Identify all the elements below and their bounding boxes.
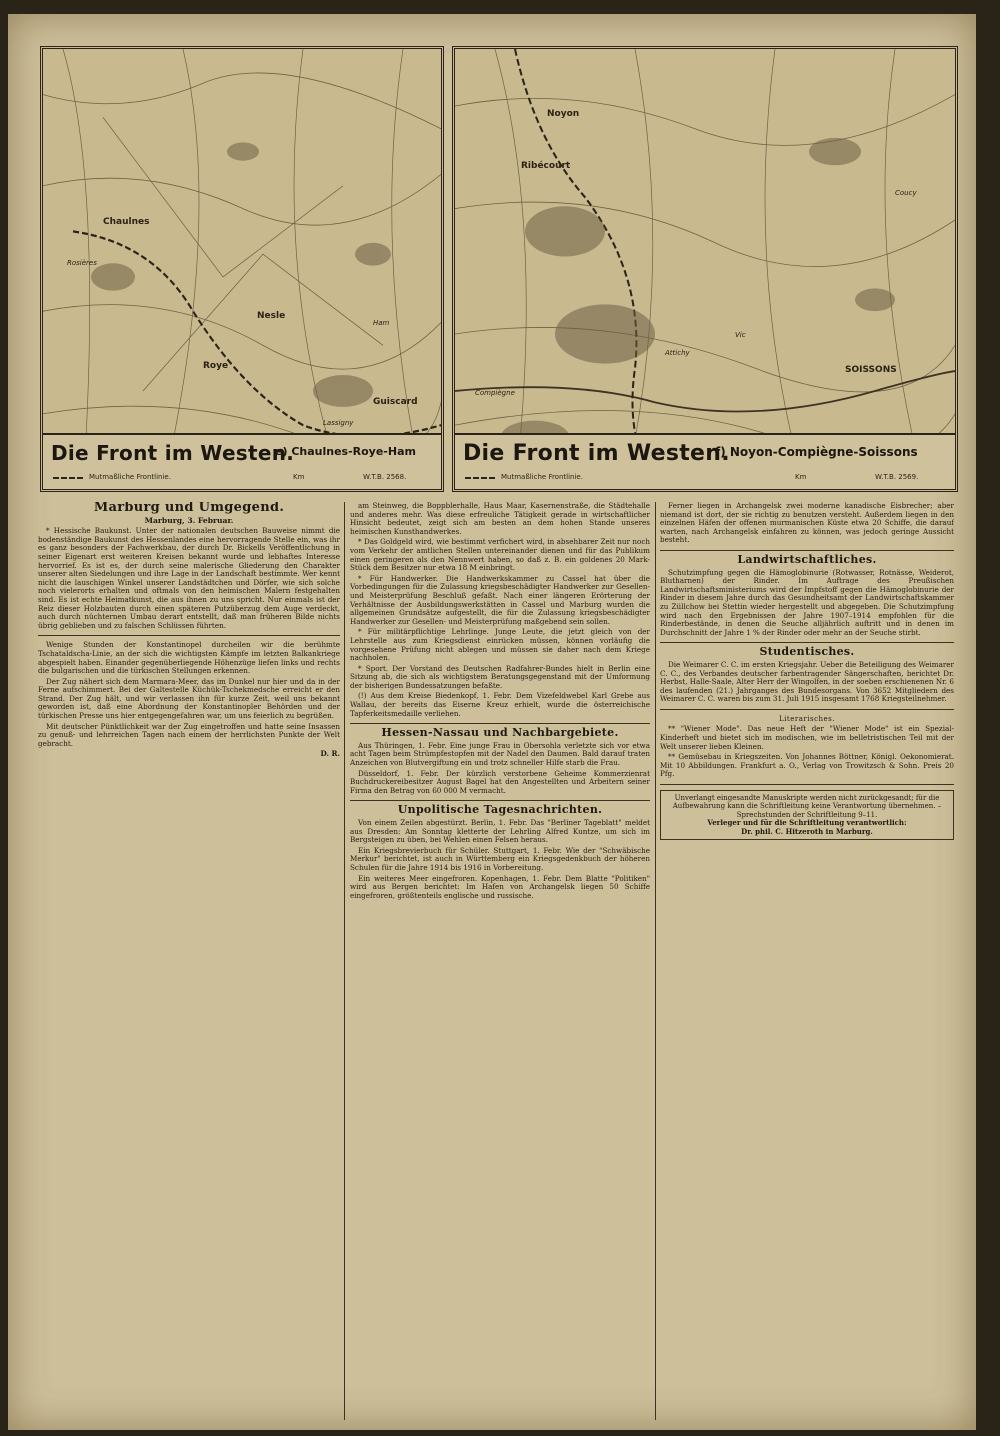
map-graphic [43, 49, 441, 489]
newspaper-page [8, 14, 976, 1430]
article-paragraph: Ein Kriegsbrevierbuch für Schüler. Stuttgart, 1. Febr. Wie der "Schwäbische Merkur" berichtet, ist auch in Württemberg ein Kriegsgedenkbuch der höheren Schulen für die Jahre 1914 bis 1916 in Vorbereitung. [350, 845, 650, 872]
frontline-legend-icon [465, 477, 495, 479]
subsection-heading: Literarisches. [779, 714, 835, 723]
article-paragraph: * Für militärpflichtige Lehrlinge. Junge Leute, die jetzt gleich von der Lehrstelle aus zum Kriegsdienst einrücken müssen, können vorläufig die vorgesehene Prüfung nicht ablegen und müssen sie daher nach dem Kriege nachholen. [350, 627, 650, 663]
map-graphic [455, 49, 955, 489]
publisher-notice [660, 790, 954, 840]
divider [660, 550, 954, 551]
place-label: Noyon [547, 109, 580, 119]
article-paragraph: * Für Handwerker. Die Handwerkskammer zu Cassel hat über die Vorbedingungen für die Zulassung kriegsbeschädigter Handwerker zur Gesellen- und Meisterprüfung Beschluß gefaßt. Nach einer längeren Erörterung der Verhältnisse der Ausbildungswerkstätten in Cassel und Marburg wurden die allgemeinen Grundsätze aufgestellt, die für die Zulassung kriegsbeschädigter Handwerker zur Gesellen- und Meisterprüfung maßgebend sein sollen. [350, 573, 650, 626]
article-paragraph: Schutzimpfung gegen die Hämoglobinurie (Rotwasser, Rotnässe, Weiderot, Blutharnen) der Rinder. Im Auftrage des Preußischen Landwirtschaftsministeriums wird der Impfstoff gegen die Hämoglobinurie der Rinder in diesem Jahre durch das Gesundheitsamt der Landwirtschaftskammer zu Züllchow bei Stettin wieder hergestellt und abgegeben. Die Schutzimpfung wird nach den Ergebnissen der Jahre 1907–1914 empfohlen für die Rinderbestände, in denen die Seuche alljährlich auftritt und in denen im Durchschnitt der Jahre 1 % der Rinder oder mehr an der Seuche stirbt. [660, 567, 954, 637]
map-noyon-compiegne-soissons [452, 46, 958, 492]
article-paragraph: Ferner liegen in Archangelsk zwei moderne kanadische Eisbrecher; aber niemand ist dort, der sie richtig zu benutzen versteht. Außerdem liegen in den einzelnen Häfen der offenen murmanischen Küste etwa 20 Schiffe, die darauf warten, nach Archangelsk einfahren zu können, was jedoch geringe Aussicht besteht. [660, 502, 954, 545]
divider [38, 635, 340, 636]
place-label: SOISSONS [845, 365, 897, 375]
divider [660, 784, 954, 785]
article-columns [38, 502, 954, 1422]
frontline-legend-icon [53, 477, 83, 479]
place-label: Nesle [257, 311, 286, 321]
place-label: Roye [203, 361, 229, 371]
legend-label: Mutmaßliche Frontlinie. [89, 473, 171, 481]
map-subtitle: e) Chaulnes-Roye-Ham [275, 445, 416, 458]
map-code: W.T.B. 2569. [875, 473, 919, 481]
place-label: Chaulnes [103, 217, 150, 227]
map-legend [53, 471, 431, 485]
column-1 [38, 502, 340, 1420]
dateline: Marburg, 3. Februar. [144, 515, 234, 525]
map-chaulnes-roye-ham [40, 46, 444, 492]
place-label: Compiègne [475, 389, 515, 397]
place-label: Rosières [67, 259, 97, 267]
map-title: Die Front im Westen. [51, 441, 295, 465]
article-paragraph: Düsseldorf, 1. Febr. Der kürzlich verstorbene Geheime Kommerzienrat Buchdruckereibesitzer August Bagel hat den Angestellten und Arbeitern seiner Firma den Betrag von 60 000 M vermacht. [350, 768, 650, 795]
scale-unit: Km [795, 473, 807, 481]
map-title: Die Front im Westen. [463, 441, 730, 466]
notice-text: Verleger und für die Schriftleitung verantwortlich: [707, 818, 907, 828]
place-label: Guiscard [373, 397, 418, 407]
legend-label: Mutmaßliche Frontlinie. [501, 473, 583, 481]
column-divider [344, 502, 345, 1420]
divider [660, 709, 954, 710]
article-paragraph: ** Gemüsebau in Kriegszeiten. Von Johannes Böttner, Königl. Oekonomierat. Mit 10 Abbildungen. Frankfurt a. O., Verlag von Trowitzsch & Sohn. Preis 20 Pfg. [660, 752, 954, 779]
signature: D. R. [320, 749, 340, 759]
article-paragraph: Von einem Zeilen abgestürzt. Berlin, 1. Febr. Das "Berliner Tageblatt" meldet aus Dresden: Am Sonntag kletterte der Lehrling Alfred Kuntze, um sich im Bergsteigen zu üben, bei Wehlen einen Felsen heraus. [350, 818, 650, 845]
divider [660, 642, 954, 643]
section-heading: Studentisches. [759, 645, 855, 659]
place-label: Coucy [895, 189, 917, 197]
scale-unit: Km [293, 473, 305, 481]
article-paragraph: (!) Aus dem Kreise Biedenkopf, 1. Febr. Dem Vizefeldwebel Karl Grebe aus Wallau, der bereits das Eiserne Kreuz erhielt, wurde die österreichische Tapferkeitsmedaille verliehen. [350, 691, 650, 718]
section-heading: Unpolitische Tagesnachrichten. [397, 803, 603, 817]
article-paragraph: * Das Goldgeld wird, wie bestimmt verfichert wird, in absehbarer Zeit nur noch vom Verkehr der amtlichen Stellen untereinander dienen und für das Publikum einen geringeren als den Nennwert haben, so daß z. B. ein goldenes 20 Mark-Stück dem Besitzer nur etwa 18 M einbringt. [350, 537, 650, 573]
column-3 [660, 502, 954, 1420]
section-heading: Landwirtschaftliches. [737, 552, 877, 566]
map-code: W.T.B. 2568. [363, 473, 407, 481]
article-paragraph: Wenige Stunden der Konstantinopel durcheilen wir die berühmte Tschataldscha-Linie, an der sich die wichtigsten Kämpfe im letzten Balkankriege abgespielt haben. Einander gegenüberliegende Höhenzüge liefen links und rechts die bulgarischen und die türkischen Stellungen erkennen. [38, 640, 340, 676]
column-2 [350, 502, 650, 1420]
map-subtitle: f) Noyon-Compiègne-Soissons [715, 445, 918, 459]
article-paragraph: Die Weimarer C. C. im ersten Kriegsjahr. Ueber die Beteiligung des Weimarer C. C., des Verbandes deutscher farbentragender Sängerschaften, berichtet Dr. Herbst, Halle-Saale, Alter Herr der Wingolfen, in der soeben erschienenen Nr. 6 des laufenden (21.) Jahrganges des Bundesorgans. Von 3652 Mitgliedern des Weimarer C. C. waren bis zum 31. Juli 1915 insgesamt 1768 Kriegsteilnehmer. [660, 659, 954, 704]
article-paragraph: am Steinweg, die Boppblerhalle, Haus Maar, Kasernenstraße, die Städtehalle und anderes mehr. Was diese erfreuliche Tätigkeit gerade in wirtschaftlicher Hinsicht bedeutet, zeigt sich am besten an dem hohen Stande unseres heimischen Kunsthandwerkes. [350, 502, 650, 536]
notice-text: Unverlangt eingesandte Manuskripte werden nicht zurückgesandt; für die Aufbewahrung kann die Schriftleitung keine Verantwortung übernehmen. – Sprechstunden der Schriftleitung 9–11. [672, 794, 942, 819]
article-paragraph: Ein weiteres Meer eingefroren. Kopenhagen, 1. Febr. Dem Blatte "Politiken" wird aus Bergen berichtet: Im Hafen von Archangelsk liegen 50 Schiffe eingefroren, größtenteils englische und russische. [350, 873, 650, 900]
place-label: Vic [735, 331, 746, 339]
divider [350, 723, 650, 724]
section-heading: Marburg und Umgegend. [93, 502, 285, 515]
article-paragraph: Der Zug nähert sich dem Marmara-Meer, das im Dunkel nur hier und da in der Ferne aufschimmert. Bei der Galtestelle Küchük-Tschekmedsche erreicht er den Strand. Der Zug hält, und wir verlassen ihn für kurze Zeit, weil uns bekannt geworden ist, daß eine Abordnung der Konstantinopler Behörden und der türkischen Presse uns hier entgegengefahren war, um uns feierlich zu begrüßen. [38, 676, 340, 721]
article-paragraph: ** "Wiener Mode". Das neue Heft der "Wiener Mode" ist ein Spezial-Kinderheft und bietet sich im modischen, wie im belletristischen Teil mit der Welt unserer lieben Kleinen. [660, 724, 954, 751]
section-heading: Hessen-Nassau und Nachbargebiete. [381, 726, 619, 740]
divider [350, 800, 650, 801]
notice-text: Dr. phil. C. Hitzeroth in Marburg. [741, 826, 873, 836]
place-label: Attichy [665, 349, 690, 357]
place-label: Ham [373, 319, 390, 327]
article-paragraph: Mit deutscher Pünktlichkeit war der Zug eingetroffen und hatte seine Insassen zu genuß- und lehrreichen Tagen nach einem der herrlichsten Punkte der Welt gebracht. [38, 721, 340, 748]
article-paragraph: * Sport. Der Vorstand des Deutschen Radfahrer-Bundes hielt in Berlin eine Sitzung ab, die sich als wichtigstem Beratungsgegenstand mit der Umformung der bisherigen Bundessatzungen befaßte. [350, 663, 650, 690]
article-paragraph: Aus Thüringen, 1. Febr. Eine junge Frau in Obersohla verletzte sich vor etwa acht Tagen beim Strümpfestopfen mit der Nadel den Daumen. Bald darauf traten Anzeichen von Blutvergiftung ein und trotz schneller Hilfe starb die Frau. [350, 740, 650, 768]
map-caption [455, 433, 955, 489]
map-caption [43, 433, 441, 489]
map-legend [465, 471, 945, 485]
place-label: Lassigny [323, 419, 354, 427]
article-paragraph: * Hessische Baukunst. Unter der nationalen deutschen Bauweise nimmt die bodenständige Baukunst des Hessenlandes eine hervorragende Stelle ein, was ihr es ganz besonders der Fachwerkbau, der durch Dr. Bickells Veröffentlichung in seiner Eigenart erst weiteren Kreisen bekannt wurde und lebhaftes Interesse hervorrief. Es ist es, der durch seine malerische Gliederung den Charakter unserer alten Siedelungen und ihre Lage in der Landschaft bestimmte. Wer kennt nicht die lauschigen Winkel unserer Landstädtchen und Dörfer, wie sich solche noch vielerorts erhalten und oftmals von den heimischen Malern festgehalten sind. Es ist echte Heimatkunst, die aus ihnen zu uns spricht. Nur einmals ist der Reiz dieser Holzbauten durch einen späteren Putzüberzug dem Auge verdeckt, auch durch nüchternen Umbau derart entstellt, daß man früheren Bilde nichts übrig geblieben und zu falschen Schlüssen führten. [38, 526, 340, 630]
column-divider [655, 502, 656, 1420]
place-label: Ribécourt [521, 161, 571, 171]
